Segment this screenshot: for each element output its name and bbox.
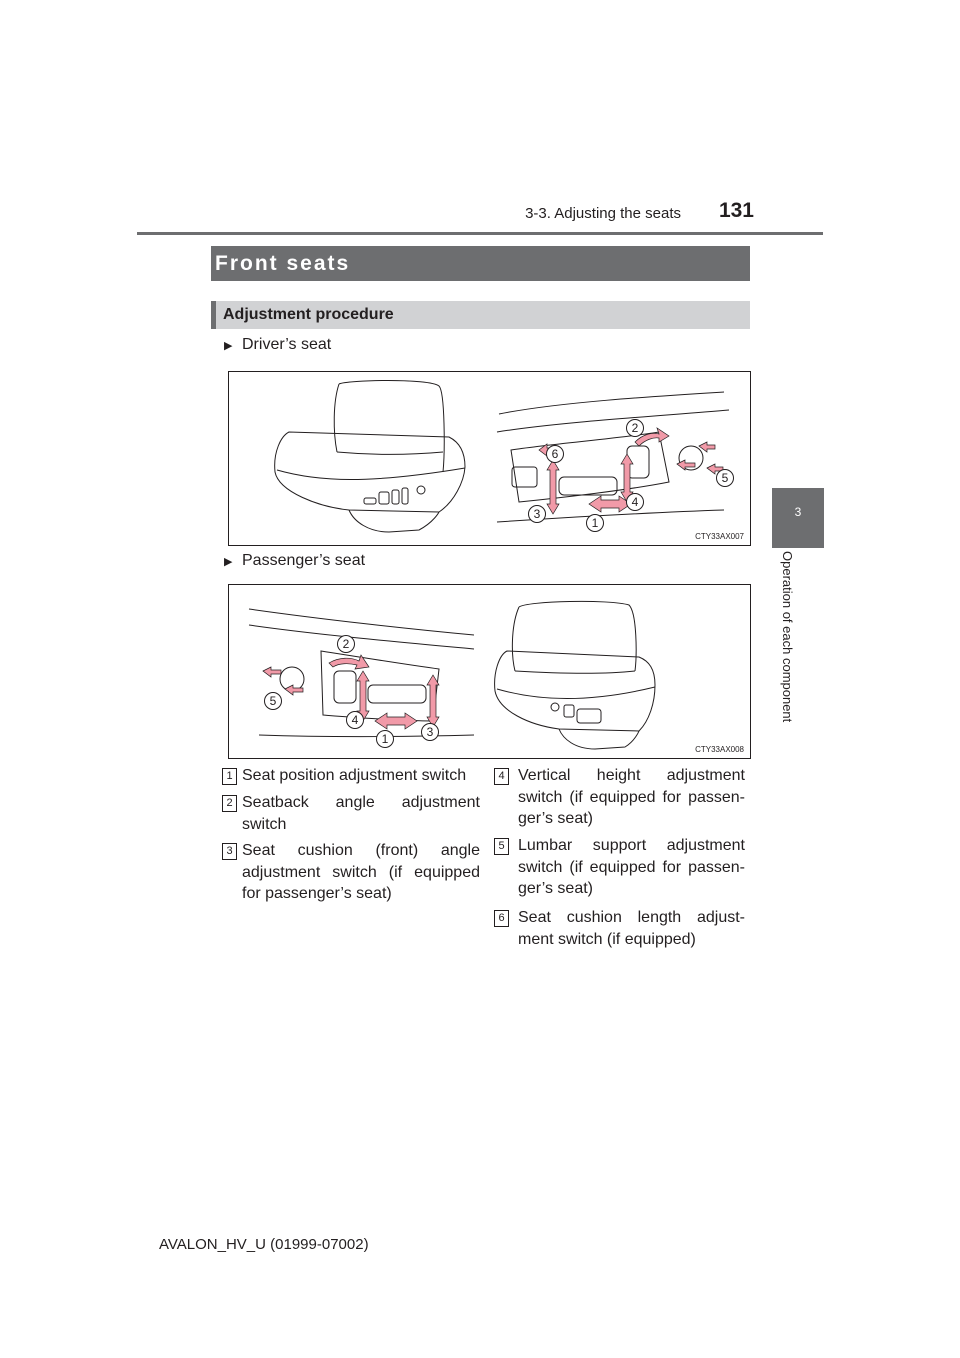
svg-text:5: 5: [721, 471, 729, 485]
chapter-title-vertical: Operation of each component: [780, 551, 795, 723]
figure-code: CTY33AX007: [695, 532, 744, 541]
legend-item-1: Seat position adjustment switch: [242, 767, 467, 784]
legend-number: 6: [494, 910, 509, 927]
figure-caption-driver: Driver’s seat: [242, 336, 332, 353]
footer-doc-id: AVALON_HV_U (01999-07002): [159, 1236, 369, 1253]
svg-text:1: 1: [381, 732, 389, 746]
section-label: 3-3. Adjusting the seats: [525, 205, 681, 222]
svg-text:2: 2: [342, 637, 350, 651]
svg-text:6: 6: [551, 447, 559, 461]
figure-code: CTY33AX008: [695, 745, 744, 754]
legend-number: 2: [222, 795, 237, 812]
subsection-title: Adjustment procedure: [223, 306, 394, 323]
legend-item-5: Lumbar support adjustment switch (if equipped for passen-ger’s seat): [518, 837, 745, 897]
bullet-arrow-icon: ▶: [224, 340, 233, 352]
svg-text:5: 5: [269, 694, 277, 708]
svg-text:2: 2: [631, 421, 639, 435]
svg-text:3: 3: [426, 725, 434, 739]
legend-item-3: Seat cushion (front) angle adjustment switch (if equipped for passenger’s seat): [242, 842, 480, 902]
legend-item-4: Vertical height adjustment switch (if equipped for passen-ger’s seat): [518, 767, 745, 827]
bullet-arrow-icon: ▶: [224, 556, 233, 568]
legend-number: 1: [222, 768, 237, 785]
legend-number: 3: [222, 843, 237, 860]
svg-text:4: 4: [631, 495, 639, 509]
header-rule: [137, 232, 823, 235]
legend-number: 5: [494, 838, 509, 855]
section-title: Front seats: [211, 246, 750, 281]
figure-caption-passenger: Passenger’s seat: [242, 552, 366, 569]
legend-number: 4: [494, 768, 509, 785]
passenger-seat-illustration: [229, 585, 750, 758]
chapter-tab[interactable]: 3: [772, 488, 824, 548]
driver-seat-figure: [228, 371, 751, 546]
svg-text:1: 1: [591, 516, 599, 530]
passenger-seat-figure: [228, 584, 751, 759]
driver-seat-illustration: [229, 372, 750, 545]
legend-item-2: Seatback angle adjustment switch: [242, 794, 480, 833]
page-number: 131: [718, 199, 754, 222]
legend-item-6: Seat cushion length adjust-ment switch (if equipped): [518, 909, 745, 948]
svg-text:4: 4: [351, 713, 359, 727]
svg-text:3: 3: [533, 507, 541, 521]
